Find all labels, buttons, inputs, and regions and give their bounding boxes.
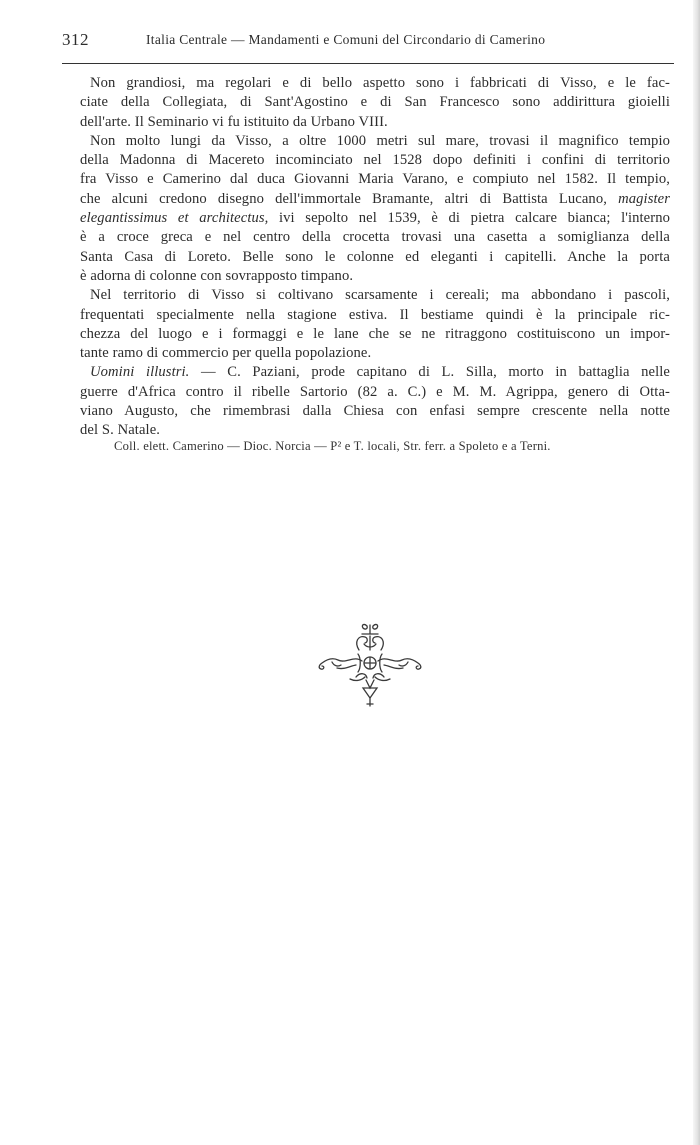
text-line: chezza del luogo e i formaggi e le lane che se ne ritraggono costituiscono un impor- [80, 325, 670, 342]
page-number: 312 [62, 30, 89, 49]
running-head [62, 30, 674, 50]
text-line: è adorna di colonne con sovrapposto timpano. [80, 267, 354, 284]
text-line: Non molto lungi da Visso, a oltre 1000 metri sul mare, trovasi il magnifico tempio [90, 132, 670, 149]
text-line: guerre d'Africa contro il ribelle Sartorio (82 a. C.) e M. M. Agrippa, genero di Otta- [80, 383, 670, 400]
text-line: Uomini illustri. — C. Paziani, prode capitano di L. Silla, morto in battaglia nelle [90, 364, 671, 381]
page-edge-shadow [693, 0, 700, 1145]
fleuron-ornament-icon [310, 622, 430, 708]
administrative-info-line: Coll. elett. Camerino — Dioc. Norcia — P² e T. locali, Str. ferr. a Spoleto e a Terni. [114, 439, 551, 453]
text-line: è a croce greca e nel centro della crocetta trovasi una casetta a somiglianza della [80, 229, 670, 246]
text-line: Non grandiosi, ma regolari e di bello aspetto sono i fabbricati di Visso, e le fac- [90, 75, 670, 91]
text-line: ciate della Collegiata, di Sant'Agostino e di San Francesco sono addirittura gioielli [80, 94, 670, 111]
header-rule [62, 63, 674, 64]
text-line: del S. Natale. [80, 422, 161, 439]
text-line: della Madonna di Macereto incominciato nel 1528 dopo definiti i confini di territorio [80, 152, 670, 169]
text-line: che alcuni credono disegno dell'immortale Bramante, altri di Battista Lucano, magister [80, 190, 671, 207]
text-line: tante ramo di commercio per quella popolazione. [80, 345, 372, 362]
italic-phrase: magister [618, 190, 671, 207]
text-line: Santa Casa di Loreto. Belle sono le colonne ed eleganti i capitelli. Anche la porta [80, 248, 670, 265]
italic-phrase: Uomini illustri. [90, 364, 190, 381]
body-text [80, 74, 670, 441]
text-line: frequentati specialmente nella stagione estiva. Il bestiame quindi è la principale ric- [80, 306, 670, 323]
text-line: dell'arte. Il Seminario vi fu istituito da Urbano VIII. [80, 113, 388, 130]
italic-phrase: elegantissimus et architectus, [80, 210, 269, 227]
text-line: elegantissimus et architectus, ivi sepolto nel 1539, è di pietra calcare bianca; l'interno [80, 210, 671, 227]
text-line: viano Augusto, che rimembrasi dalla Chiesa con enfasi sempre crescente nella notte [80, 403, 670, 420]
text-line: fra Visso e Camerino dal duca Giovanni Maria Varano, e compiuto nel 1582. Il tempio, [80, 171, 670, 188]
text-line: Nel territorio di Visso si coltivano scarsamente i cereali; ma abbondano i pascoli, [90, 287, 670, 304]
running-title: Italia Centrale — Mandamenti e Comuni del Circondario di Camerino [146, 32, 546, 47]
